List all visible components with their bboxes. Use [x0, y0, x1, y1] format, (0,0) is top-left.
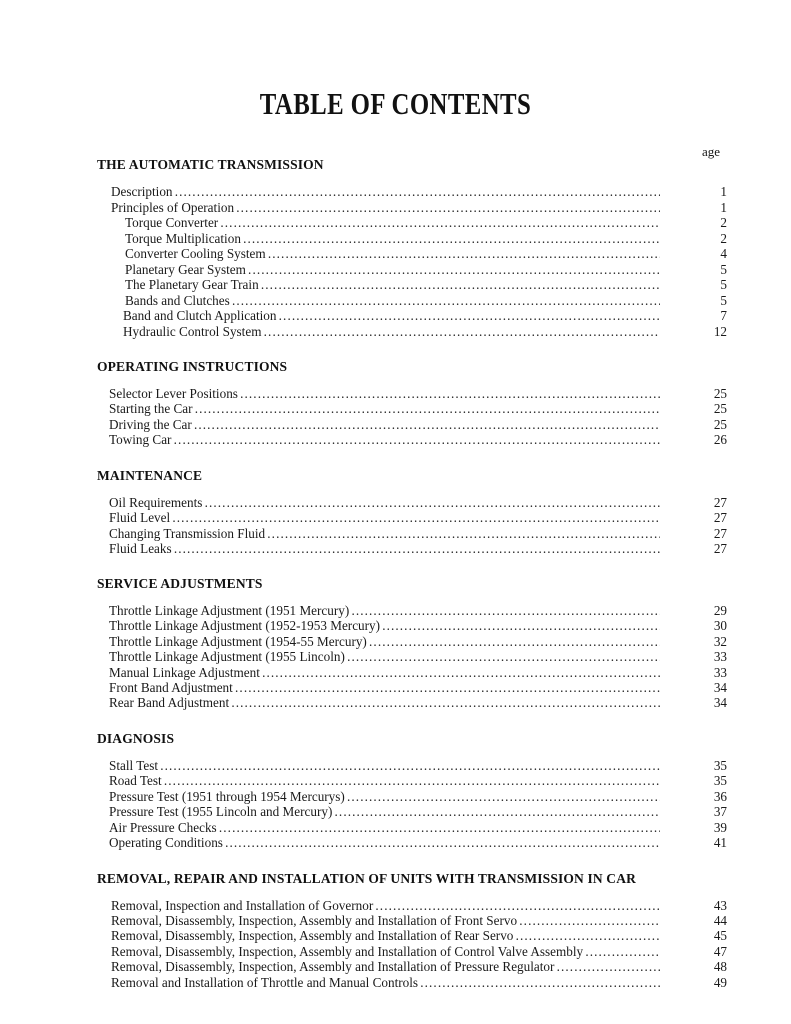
section-title: REMOVAL, REPAIR AND INSTALLATION OF UNITS WITH TRANSMISSION IN CAR: [97, 871, 636, 886]
toc-entry-page: 33: [713, 649, 727, 664]
toc-entry: [111, 898, 727, 914]
toc-entry: [109, 634, 727, 650]
toc-entry: [125, 262, 727, 278]
toc-entry-page: 32: [713, 634, 727, 649]
toc-entry: [109, 789, 727, 805]
toc-entry-text: Band and Clutch Application . . .: [123, 308, 660, 324]
toc-entry-text: Removal, Disassembly, Inspection, Assembly and Installation of Pressure Regulator . . .: [111, 959, 660, 975]
toc-entry-text: Principles of Operation . . .: [111, 200, 660, 216]
toc-entry: [125, 246, 727, 262]
toc-entry: [109, 495, 727, 511]
section-title: THE AUTOMATIC TRANSMISSION: [97, 157, 324, 172]
toc-entry-text: Throttle Linkage Adjustment (1954-55 Mercury) . . .: [109, 634, 660, 650]
toc-entry-text: Front Band Adjustment . . .: [109, 680, 660, 696]
toc-entry-page: 49: [713, 975, 727, 990]
toc-entry-page: 27: [713, 541, 727, 556]
toc-entry-text: Selector Lever Positions . . .: [109, 386, 660, 402]
toc-entry-text: Oil Requirements . . .: [109, 495, 660, 511]
toc-entry-page: 5: [720, 277, 727, 292]
toc-entry: [109, 401, 727, 417]
toc-entry-text: Rear Band Adjustment . . .: [109, 695, 660, 711]
toc-entry-page: 12: [713, 324, 727, 339]
toc-entry: [111, 200, 727, 216]
page-title: TABLE OF CONTENTS: [259, 86, 532, 121]
toc-entry-text: The Planetary Gear Train . . .: [125, 277, 660, 293]
toc-entry: [109, 526, 727, 542]
toc-entry-page: 39: [713, 820, 727, 835]
toc-entry-text: Torque Multiplication . . .: [125, 231, 660, 247]
toc-entry: [109, 510, 727, 526]
toc-entry-page: 7: [720, 308, 727, 323]
toc-entry-page: 5: [720, 262, 727, 277]
toc-entry-page: 27: [713, 495, 727, 510]
toc-entry: [125, 215, 727, 231]
section-title: SERVICE ADJUSTMENTS: [97, 576, 263, 591]
toc-entry: [125, 277, 727, 293]
toc-entry-page: 27: [713, 510, 727, 525]
toc-entry: [111, 975, 727, 991]
toc-entry-page: 41: [713, 835, 727, 850]
toc-entry-text: Stall Test . . .: [109, 758, 660, 774]
toc-entry-text: Removal, Disassembly, Inspection, Assembly and Installation of Front Servo . . .: [111, 913, 660, 929]
toc-entry-page: 25: [713, 401, 727, 416]
toc-entry-text: Description . . .: [111, 184, 660, 200]
toc-entry: [123, 308, 727, 324]
toc-entry-text: Changing Transmission Fluid . . .: [109, 526, 660, 542]
toc-entry-text: Planetary Gear System . . .: [125, 262, 660, 278]
toc-entry: [109, 603, 727, 619]
toc-entry-page: 29: [713, 603, 727, 618]
toc-entry-text: Removal and Installation of Throttle and Manual Controls . . .: [111, 975, 660, 991]
toc-entry-text: Driving the Car . . .: [109, 417, 660, 433]
toc-entry-text: Manual Linkage Adjustment . . .: [109, 665, 660, 681]
toc-entry-text: Removal, Disassembly, Inspection, Assembly and Installation of Rear Servo . . .: [111, 928, 660, 944]
toc-entry-page: 2: [720, 231, 727, 246]
toc-entry-page: 36: [713, 789, 727, 804]
toc-entry-text: Road Test . . .: [109, 773, 660, 789]
toc-entry-text: Throttle Linkage Adjustment (1955 Lincoln) . . .: [109, 649, 660, 665]
toc-entry-text: Bands and Clutches . . .: [125, 293, 660, 309]
toc-entry-page: 5: [720, 293, 727, 308]
toc-entry: [109, 618, 727, 634]
toc-entry-text: Operating Conditions . . .: [109, 835, 660, 851]
toc-entry-page: 25: [713, 417, 727, 432]
page-column-label: age: [701, 144, 720, 159]
section-title: DIAGNOSIS: [97, 731, 175, 746]
toc-entry: [125, 231, 727, 247]
toc-entry: [109, 695, 727, 711]
toc-entry: [109, 680, 727, 696]
toc-entry-page: 25: [713, 386, 727, 401]
toc-entry-page: 37: [713, 804, 727, 819]
toc-entry-page: 33: [713, 665, 727, 680]
toc-entry: [109, 758, 727, 774]
toc-entry: [109, 386, 727, 402]
toc-entry: [123, 324, 727, 340]
toc-entry: [111, 913, 727, 929]
toc-entry: [109, 820, 727, 836]
toc-entry: [111, 928, 727, 944]
toc-entry-page: 35: [713, 773, 727, 788]
toc-entry-page: 30: [713, 618, 727, 633]
toc-entry-page: 1: [720, 200, 727, 215]
toc-entry-text: Pressure Test (1955 Lincoln and Mercury) . . .: [109, 804, 660, 820]
toc-entry-text: Throttle Linkage Adjustment (1951 Mercury) . . .: [109, 603, 660, 619]
toc-entry-text: Hydraulic Control System . . .: [123, 324, 660, 340]
toc-entry-text: Starting the Car . . .: [109, 401, 660, 417]
toc-entry-page: 44: [713, 913, 727, 928]
toc-entry-text: Air Pressure Checks . . .: [109, 820, 660, 836]
toc-entry-text: Removal, Inspection and Installation of Governor . . .: [111, 898, 660, 914]
toc-entry: [109, 804, 727, 820]
toc-entry: [125, 293, 727, 309]
toc-entry-text: Towing Car . . .: [109, 432, 660, 448]
toc-entry-page: 35: [713, 758, 727, 773]
section-title: OPERATING INSTRUCTIONS: [97, 359, 288, 374]
toc-entry: [109, 835, 727, 851]
toc-entry-text: Throttle Linkage Adjustment (1952-1953 Mercury) . . .: [109, 618, 660, 634]
toc-entry: [111, 184, 727, 200]
toc-entry-page: 4: [720, 246, 727, 261]
toc-entry-page: 43: [713, 898, 727, 913]
toc-entry-page: 26: [713, 432, 727, 447]
toc-entry-text: Fluid Level . . .: [109, 510, 660, 526]
toc-entry-text: Fluid Leaks . . .: [109, 541, 660, 557]
toc-entry: [109, 417, 727, 433]
toc-entry: [109, 665, 727, 681]
toc-entry: [111, 959, 727, 975]
toc-entry: [109, 649, 727, 665]
toc-entry: [111, 944, 727, 960]
toc-entry-text: Removal, Disassembly, Inspection, Assembly and Installation of Control Valve Assembly . . .: [111, 944, 660, 960]
toc-entry-text: Converter Cooling System . . .: [125, 246, 660, 262]
toc-entry-page: 34: [713, 680, 727, 695]
toc-entry: [109, 541, 727, 557]
toc-entry-page: 34: [713, 695, 727, 710]
toc-entry: [109, 432, 727, 448]
toc-entry-page: 48: [713, 959, 727, 974]
toc-entry-text: Torque Converter . . .: [125, 215, 660, 231]
toc-entry-page: 45: [713, 928, 727, 943]
section-title: MAINTENANCE: [97, 468, 203, 483]
toc-entry: [109, 773, 727, 789]
toc-entry-page: 27: [713, 526, 727, 541]
toc-entry-page: 2: [720, 215, 727, 230]
toc-entry-text: Pressure Test (1951 through 1954 Mercurys) . . .: [109, 789, 660, 805]
toc-entry-page: 1: [720, 184, 727, 199]
toc-entry-page: 47: [713, 944, 727, 959]
